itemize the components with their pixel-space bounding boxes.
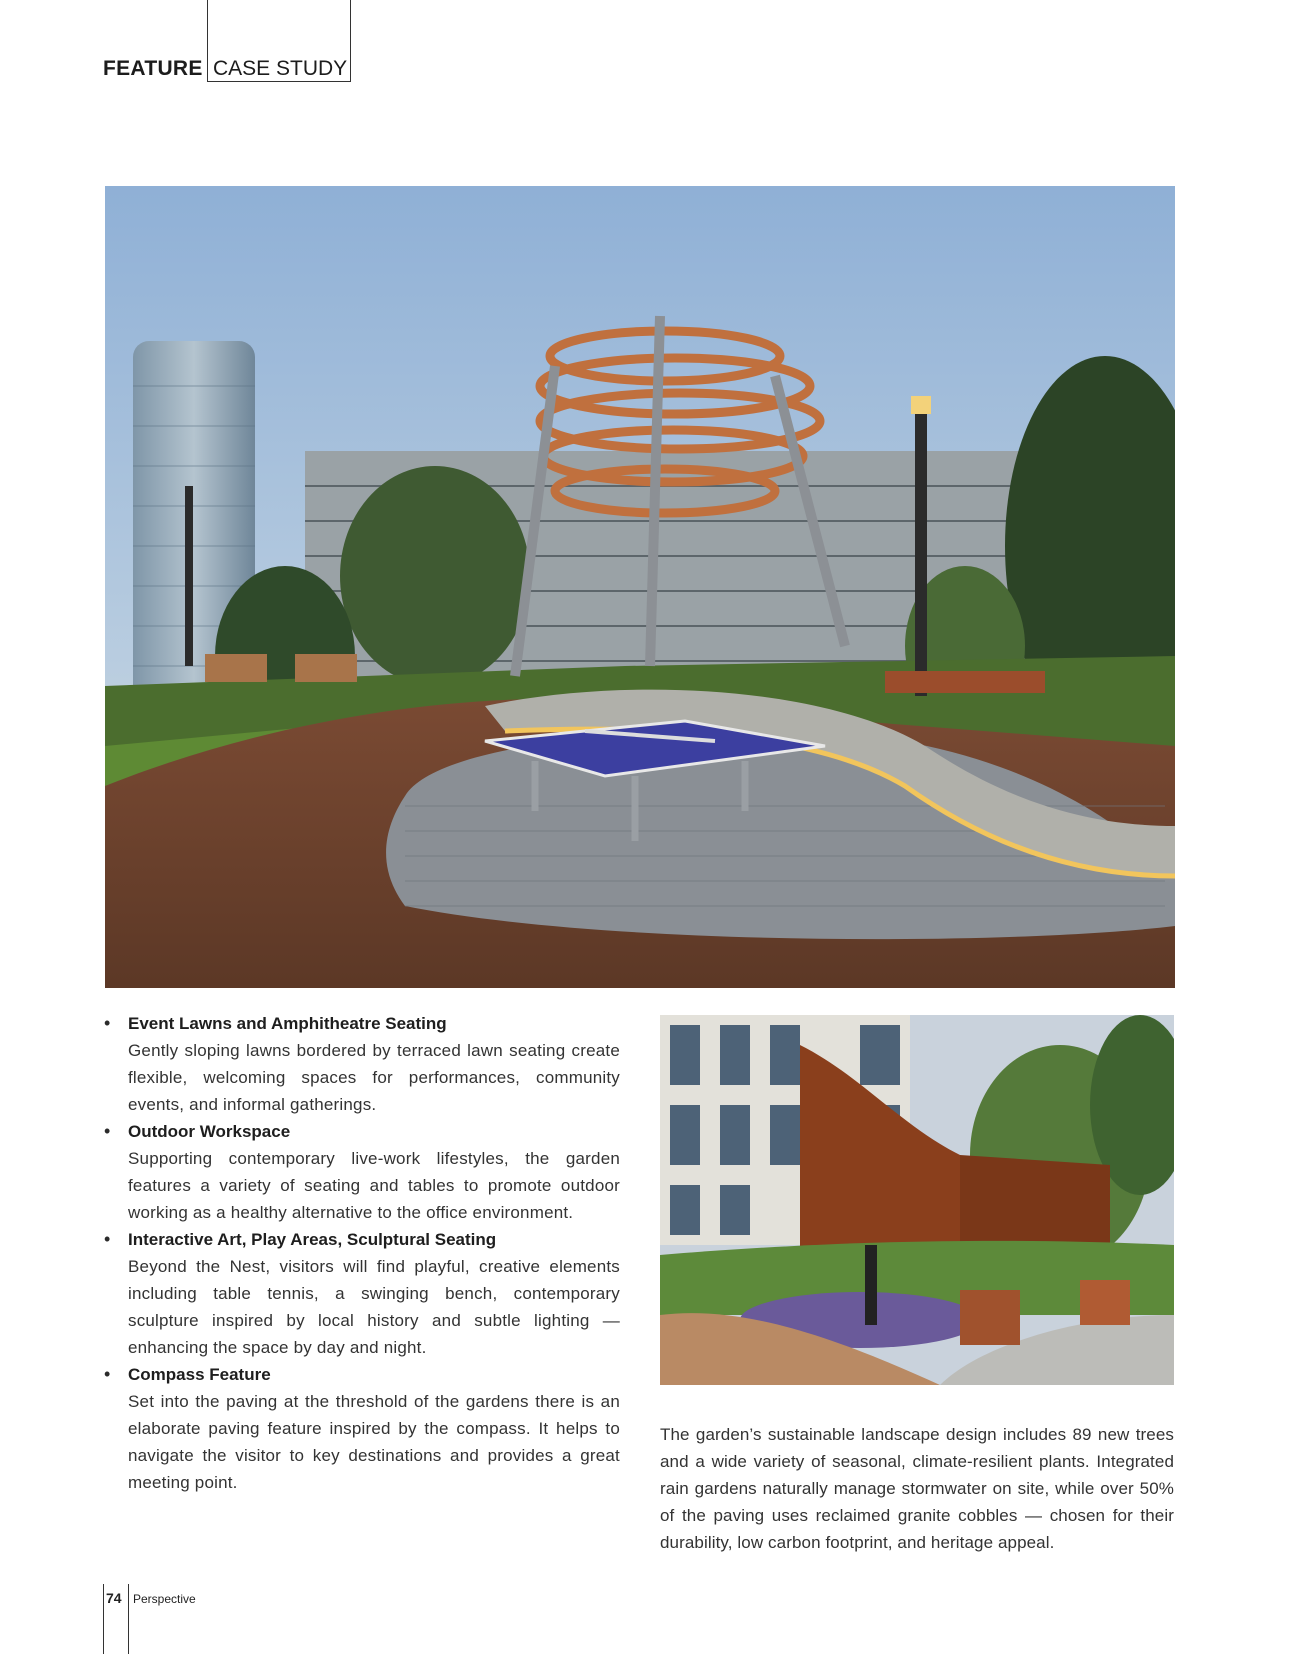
footer-divider xyxy=(128,1584,129,1654)
bullet-icon: • xyxy=(104,1121,111,1141)
feature-title: Outdoor Workspace xyxy=(128,1122,291,1141)
footer-divider xyxy=(103,1584,104,1654)
bullet-icon: • xyxy=(104,1229,111,1249)
feature-title: Interactive Art, Play Areas, Sculptural Seating xyxy=(128,1230,497,1249)
feature-description: Set into the paving at the threshold of the gardens there is an elaborate paving feature inspired by the compass. It helps to navigate the visitor to key destinations and provides a great meeting point. xyxy=(128,1392,620,1492)
feature-title: Compass Feature xyxy=(128,1365,271,1384)
hero-photo xyxy=(105,186,1175,988)
subsection-label: CASE STUDY xyxy=(213,57,348,80)
bullet-icon: • xyxy=(104,1013,111,1033)
feature-description: Gently sloping lawns bordered by terraced lawn seating create flexible, welcoming spaces for performances, community events, and informal gatherings. xyxy=(128,1041,620,1114)
feature-title: Event Lawns and Amphitheatre Seating xyxy=(128,1014,447,1033)
feature-description: Supporting contemporary live-work lifestyles, the garden features a variety of seating and tables to promote outdoor working as a healthy alternative to the office environment. xyxy=(128,1149,620,1222)
list-item xyxy=(100,1118,620,1226)
bullet-icon: • xyxy=(104,1364,111,1384)
sustainability-paragraph: The garden’s sustainable landscape design includes 89 new trees and a wide variety of seasonal, climate-resilient plants. Integrated rain gardens naturally manage stormwater on site, while over 50% of the paving uses reclaimed granite cobbles — chosen for their durability, low carbon footprint, and heritage appeal. xyxy=(660,1425,1174,1552)
list-item xyxy=(100,1226,620,1361)
publication-name: Perspective xyxy=(133,1592,196,1606)
secondary-photo xyxy=(660,1015,1174,1385)
feature-description: Beyond the Nest, visitors will find playful, creative elements including table tennis, a swinging bench, contemporary sculpture inspired by local history and subtle lighting — enhancing the space by day and night. xyxy=(128,1257,620,1357)
list-item xyxy=(100,1010,620,1118)
feature-list xyxy=(100,1010,620,1496)
section-label: FEATURE xyxy=(103,57,203,80)
page-number: 74 xyxy=(106,1590,122,1606)
list-item xyxy=(100,1361,620,1496)
